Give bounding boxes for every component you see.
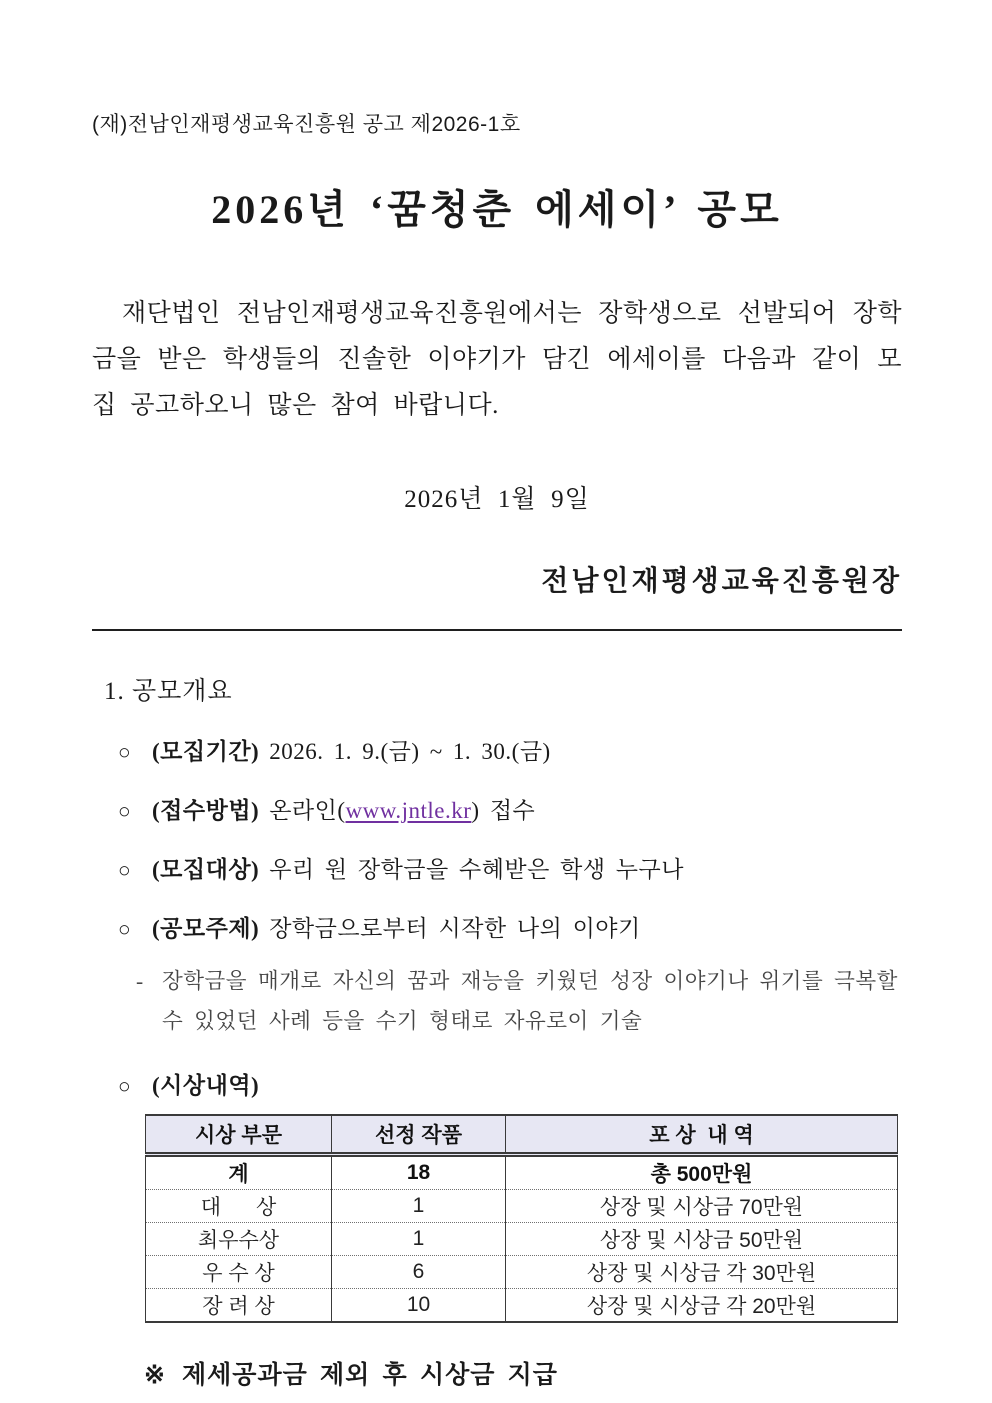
bullet-period	[118, 733, 902, 766]
cell-prize: 상장 및 시상금 각 30만원	[506, 1256, 898, 1289]
table-row-excellence	[146, 1256, 898, 1289]
footnote-text: 제세공과금 제외 후 시상금 지급	[182, 1362, 558, 1389]
cell-count: 10	[332, 1289, 506, 1323]
cell-count: 6	[332, 1256, 506, 1289]
cell-count: 18	[332, 1155, 506, 1190]
method-suffix: ) 접수	[471, 798, 536, 823]
tax-footnote	[144, 1355, 902, 1391]
cell-prize: 총 500만원	[506, 1155, 898, 1190]
cell-prize: 상장 및 시상금 각 20만원	[506, 1289, 898, 1323]
application-site-link[interactable]: www.jntle.kr	[345, 798, 472, 823]
circle-bullet-icon: ○	[118, 858, 132, 882]
table-row-grand-prize	[146, 1190, 898, 1223]
theme-label: (공모주제)	[152, 916, 260, 941]
bullet-theme	[118, 910, 902, 943]
table-row-total	[146, 1155, 898, 1190]
section-heading-overview: 1. 공모개요	[104, 678, 233, 705]
notice-number: (재)전남인재평생교육진흥원 공고 제2026-1호	[92, 113, 521, 136]
cell-category: 대 상	[146, 1190, 332, 1223]
bullet-target	[118, 851, 902, 884]
cell-count: 1	[332, 1190, 506, 1223]
cell-category: 장 려 상	[146, 1289, 332, 1323]
document-title: 2026년 ‘꿈청춘 에세이’ 공모	[211, 187, 783, 232]
cell-prize: 상장 및 시상금 50만원	[506, 1223, 898, 1256]
dash-bullet-icon: -	[136, 969, 144, 993]
circle-bullet-icon: ○	[118, 799, 132, 823]
award-table-container	[145, 1114, 902, 1323]
circle-bullet-icon: ○	[118, 1074, 132, 1098]
table-row-encouragement	[146, 1289, 898, 1323]
award-table	[145, 1114, 898, 1323]
announcement-date: 2026년 1월 9일	[404, 486, 590, 513]
method-prefix: 온라인(	[269, 798, 346, 823]
signer-title: 전남인재평생교육진흥원장	[541, 566, 902, 597]
cell-category: 최우수상	[146, 1223, 332, 1256]
bullet-awards	[118, 1067, 902, 1100]
period-value: 2026. 1. 9.(금) ~ 1. 30.(금)	[269, 739, 551, 764]
circle-bullet-icon: ○	[118, 740, 132, 764]
theme-value: 장학금으로부터 시작한 나의 이야기	[269, 916, 641, 941]
target-label: (모집대상)	[152, 857, 260, 882]
theme-detail-text: 장학금을 매개로 자신의 꿈과 재능을 키웠던 성장 이야기나 위기를 극복할 수 있었던 사례 등을 수기 형태로 자유로이 기술	[162, 969, 898, 1033]
header-selected-works: 선정 작품	[332, 1115, 506, 1155]
cell-category: 우 수 상	[146, 1256, 332, 1289]
cell-prize: 상장 및 시상금 70만원	[506, 1190, 898, 1223]
cell-category: 계	[228, 1163, 249, 1186]
award-table-header-row	[146, 1115, 898, 1155]
horizontal-divider	[92, 629, 902, 631]
circle-bullet-icon: ○	[118, 917, 132, 941]
method-value	[269, 792, 535, 825]
awards-label: (시상내역)	[152, 1073, 260, 1098]
header-award-category: 시상 부문	[146, 1115, 332, 1155]
header-prize-detail: 포 상 내 역	[506, 1115, 898, 1155]
bullet-method	[118, 792, 902, 825]
theme-detail-item	[136, 961, 906, 1041]
table-row-top-excellence	[146, 1223, 898, 1256]
period-label: (모집기간)	[152, 739, 260, 764]
reference-mark-icon: ※	[144, 1362, 166, 1389]
announcement-body: 재단법인 전남인재평생교육진흥원에서는 장학생으로 선발되어 장학금을 받은 학생들의 진솔한 이야기가 담긴 에세이를 다음과 같이 모집 공고하오니 많은 참여 바랍니다.	[92, 300, 902, 419]
target-value: 우리 원 장학금을 수혜받은 학생 누구나	[269, 857, 684, 882]
method-label: (접수방법)	[152, 798, 260, 823]
cell-count: 1	[332, 1223, 506, 1256]
